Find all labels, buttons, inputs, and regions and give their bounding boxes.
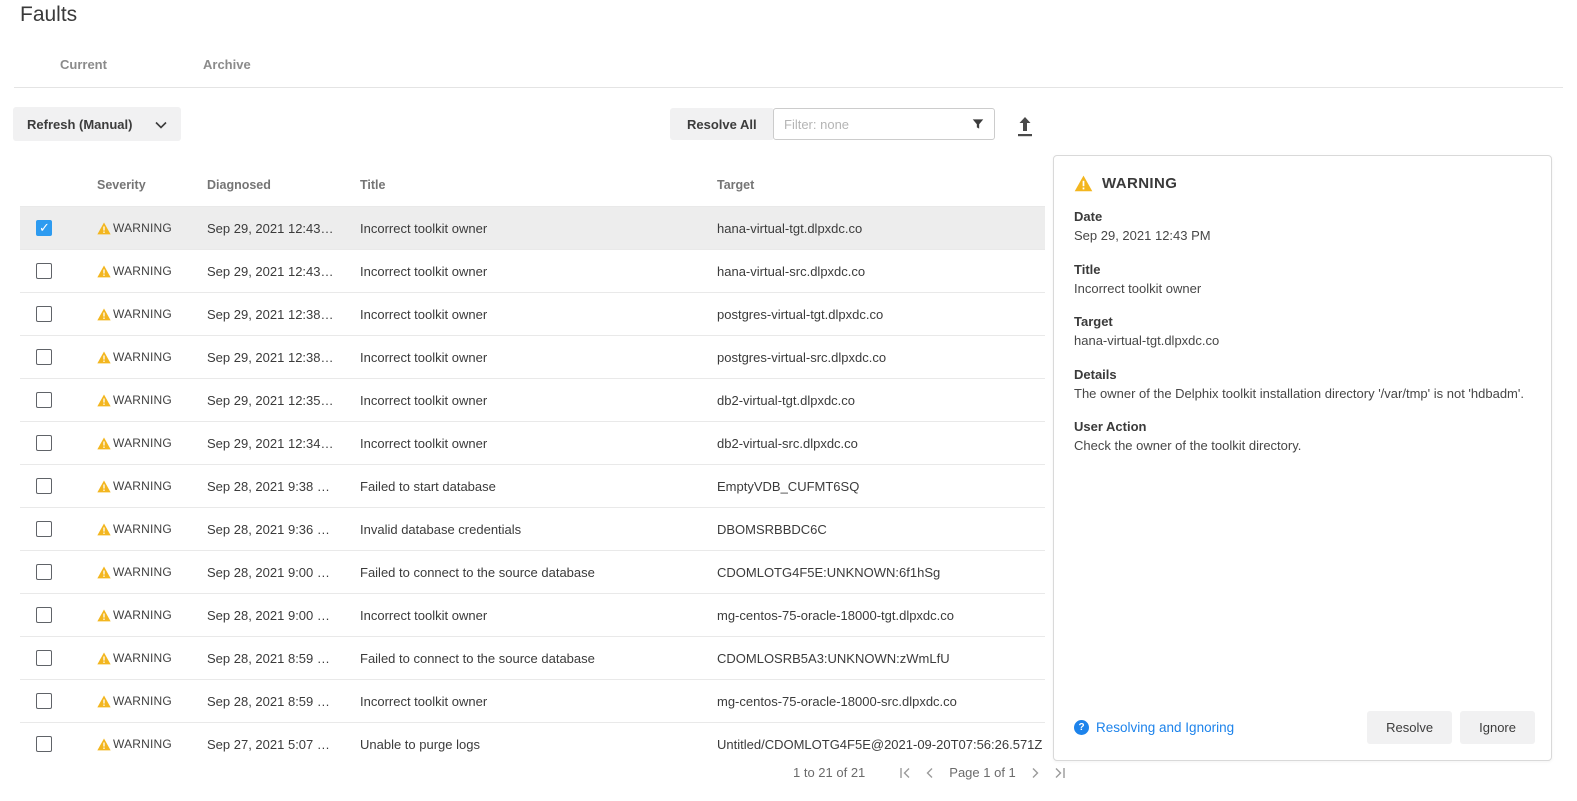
target-cell: postgres-virtual-src.dlpxdc.co (717, 349, 887, 365)
warning-triangle-icon (97, 265, 111, 278)
column-header-severity: Severity (97, 177, 146, 192)
severity-label: WARNING (113, 737, 172, 751)
title-cell: Failed to connect to the source database (360, 564, 595, 580)
ignore-button[interactable]: Ignore (1460, 711, 1535, 744)
diagnosed-cell: Sep 28, 2021 9:38 … (207, 478, 330, 494)
diagnosed-cell: Sep 27, 2021 5:07 … (207, 736, 330, 752)
target-cell: db2-virtual-src.dlpxdc.co (717, 435, 858, 451)
row-checkbox[interactable] (36, 435, 52, 451)
severity-badge (97, 737, 172, 751)
severity-badge (97, 436, 172, 450)
row-checkbox[interactable] (36, 607, 52, 623)
row-checkbox[interactable] (36, 564, 52, 580)
row-checkbox[interactable] (36, 220, 52, 236)
target-cell: hana-virtual-src.dlpxdc.co (717, 263, 866, 279)
detail-user-action-value: Check the owner of the toolkit directory. (1074, 438, 1302, 454)
warning-triangle-icon (97, 738, 111, 751)
warning-triangle-icon (1074, 175, 1093, 192)
severity-label: WARNING (113, 350, 172, 364)
table-row[interactable] (20, 507, 1045, 550)
row-checkbox[interactable] (36, 306, 52, 322)
title-cell: Incorrect toolkit owner (360, 392, 488, 408)
severity-badge (97, 264, 172, 278)
title-cell: Incorrect toolkit owner (360, 349, 488, 365)
severity-label: WARNING (113, 694, 172, 708)
filter-funnel-icon (971, 117, 985, 131)
title-cell: Incorrect toolkit owner (360, 693, 488, 709)
severity-label: WARNING (113, 479, 172, 493)
detail-date-value: Sep 29, 2021 12:43 PM (1074, 228, 1211, 243)
diagnosed-cell: Sep 29, 2021 12:43… (207, 220, 334, 236)
severity-badge (97, 522, 172, 536)
detail-details-value: The owner of the Delphix toolkit installation directory '/var/tmp' is not 'hdbadm'. (1074, 385, 1524, 401)
warning-triangle-icon (97, 351, 111, 364)
diagnosed-cell: Sep 28, 2021 8:59 … (207, 650, 330, 666)
severity-badge (97, 307, 172, 321)
table-row[interactable] (20, 593, 1045, 636)
diagnosed-cell: Sep 28, 2021 8:59 … (207, 693, 330, 709)
warning-triangle-icon (97, 566, 111, 579)
row-checkbox[interactable] (36, 521, 52, 537)
export-icon[interactable] (1013, 114, 1037, 140)
page-title: Faults (20, 3, 78, 26)
warning-triangle-icon (97, 222, 111, 235)
severity-label: WARNING (113, 565, 172, 579)
table-row[interactable] (20, 206, 1045, 249)
next-page-icon[interactable] (1031, 767, 1040, 779)
help-link-label: Resolving and Ignoring (1096, 720, 1235, 735)
row-checkbox[interactable] (36, 392, 52, 408)
severity-label: WARNING (113, 608, 172, 622)
diagnosed-cell: Sep 28, 2021 9:00 … (207, 564, 330, 580)
prev-page-icon[interactable] (925, 767, 934, 779)
diagnosed-cell: Sep 29, 2021 12:38… (207, 349, 334, 365)
title-cell: Incorrect toolkit owner (360, 607, 488, 623)
tab-current[interactable]: Current (60, 57, 107, 72)
column-header-diagnosed: Diagnosed (207, 177, 271, 192)
target-cell: DBOMSRBBDC6C (717, 521, 827, 537)
pagination-page-label: Page 1 of 1 (949, 765, 1016, 780)
last-page-icon[interactable] (1053, 767, 1066, 779)
table-row[interactable] (20, 679, 1045, 722)
resolving-ignoring-link[interactable] (1074, 720, 1234, 735)
title-cell: Failed to connect to the source database (360, 650, 595, 666)
row-checkbox[interactable] (36, 693, 52, 709)
fault-detail-panel (1053, 155, 1552, 761)
row-checkbox[interactable] (36, 650, 52, 666)
row-checkbox[interactable] (36, 349, 52, 365)
severity-badge (97, 565, 172, 579)
target-cell: EmptyVDB_CUFMT6SQ (717, 478, 860, 494)
severity-label: WARNING (113, 221, 172, 235)
detail-details-label: Details (1074, 366, 1117, 382)
diagnosed-cell: Sep 28, 2021 9:00 … (207, 607, 330, 623)
warning-triangle-icon (97, 437, 111, 450)
severity-label: WARNING (113, 393, 172, 407)
diagnosed-cell: Sep 29, 2021 12:35… (207, 392, 334, 408)
title-cell: Unable to purge logs (360, 736, 480, 752)
warning-triangle-icon (97, 523, 111, 536)
tab-archive[interactable]: Archive (203, 57, 251, 72)
severity-badge (97, 479, 172, 493)
table-row[interactable] (20, 550, 1045, 593)
first-page-icon[interactable] (899, 767, 912, 779)
detail-severity-label: WARNING (1102, 175, 1178, 192)
pagination (793, 765, 1066, 780)
target-cell: db2-virtual-tgt.dlpxdc.co (717, 392, 856, 408)
tabs-divider (14, 87, 1563, 88)
diagnosed-cell: Sep 29, 2021 12:43… (207, 263, 334, 279)
row-checkbox[interactable] (36, 478, 52, 494)
table-row[interactable] (20, 378, 1045, 421)
row-checkbox[interactable] (36, 263, 52, 279)
help-icon: ? (1074, 720, 1089, 735)
severity-badge (97, 221, 172, 235)
severity-label: WARNING (113, 307, 172, 321)
diagnosed-cell: Sep 28, 2021 9:36 … (207, 521, 330, 537)
target-cell: mg-centos-75-oracle-18000-tgt.dlpxdc.co (717, 607, 955, 623)
filter-field[interactable] (773, 108, 995, 140)
target-cell: CDOMLOTG4F5E:UNKNOWN:6f1hSg (717, 564, 941, 580)
title-cell: Incorrect toolkit owner (360, 306, 488, 322)
severity-badge (97, 694, 172, 708)
table-row[interactable] (20, 292, 1045, 335)
title-cell: Incorrect toolkit owner (360, 435, 488, 451)
title-cell: Incorrect toolkit owner (360, 220, 488, 236)
table-body (20, 206, 1045, 752)
severity-badge (97, 393, 172, 407)
warning-triangle-icon (97, 652, 111, 665)
target-cell: hana-virtual-tgt.dlpxdc.co (717, 220, 863, 236)
warning-triangle-icon (97, 480, 111, 493)
detail-footer (1074, 711, 1535, 744)
title-cell: Invalid database credentials (360, 521, 522, 537)
table-row[interactable] (20, 722, 1045, 752)
target-cell: CDOMLOSRB5A3:UNKNOWN:zWmLfU (717, 650, 950, 666)
warning-triangle-icon (97, 308, 111, 321)
detail-target-value: hana-virtual-tgt.dlpxdc.co (1074, 333, 1220, 349)
warning-triangle-icon (97, 394, 111, 407)
title-cell: Incorrect toolkit owner (360, 263, 488, 279)
refresh-dropdown[interactable] (13, 107, 181, 141)
table-row[interactable] (20, 636, 1045, 679)
detail-date-label: Date (1074, 209, 1103, 224)
detail-target-label: Target (1074, 314, 1113, 330)
detail-title-value: Incorrect toolkit owner (1074, 280, 1202, 296)
table-header-row (20, 163, 1045, 206)
detail-heading (1074, 175, 1531, 192)
severity-label: WARNING (113, 264, 172, 278)
severity-label: WARNING (113, 651, 172, 665)
warning-triangle-icon (97, 609, 111, 622)
severity-badge (97, 651, 172, 665)
target-cell: postgres-virtual-tgt.dlpxdc.co (717, 306, 884, 322)
column-header-title: Title (360, 177, 386, 192)
faults-table (20, 163, 1045, 752)
row-checkbox[interactable] (36, 736, 52, 752)
diagnosed-cell: Sep 29, 2021 12:38… (207, 306, 334, 322)
pagination-range: 1 to 21 of 21 (793, 765, 866, 780)
target-cell: mg-centos-75-oracle-18000-src.dlpxdc.co (717, 693, 957, 709)
tab-bar (0, 57, 1577, 75)
resolve-button[interactable]: Resolve (1367, 711, 1452, 744)
detail-user-action-label: User Action (1074, 419, 1147, 435)
diagnosed-cell: Sep 29, 2021 12:34… (207, 435, 334, 451)
table-row[interactable] (20, 335, 1045, 378)
column-header-target: Target (717, 177, 755, 192)
severity-badge (97, 350, 172, 364)
warning-triangle-icon (97, 695, 111, 708)
table-row[interactable] (20, 249, 1045, 292)
filter-input[interactable] (774, 109, 971, 139)
title-cell: Failed to start database (360, 478, 496, 494)
severity-label: WARNING (113, 522, 172, 536)
resolve-all-button[interactable]: Resolve All (670, 108, 774, 140)
severity-label: WARNING (113, 436, 172, 450)
severity-badge (97, 608, 172, 622)
refresh-dropdown-label: Refresh (Manual) (27, 116, 133, 132)
detail-title-label: Title (1074, 261, 1101, 277)
chevron-down-icon (155, 117, 167, 132)
target-cell: Untitled/CDOMLOTG4F5E@2021-09-20T07:56:26.571Z (717, 736, 1043, 752)
table-row[interactable] (20, 421, 1045, 464)
table-row[interactable] (20, 464, 1045, 507)
